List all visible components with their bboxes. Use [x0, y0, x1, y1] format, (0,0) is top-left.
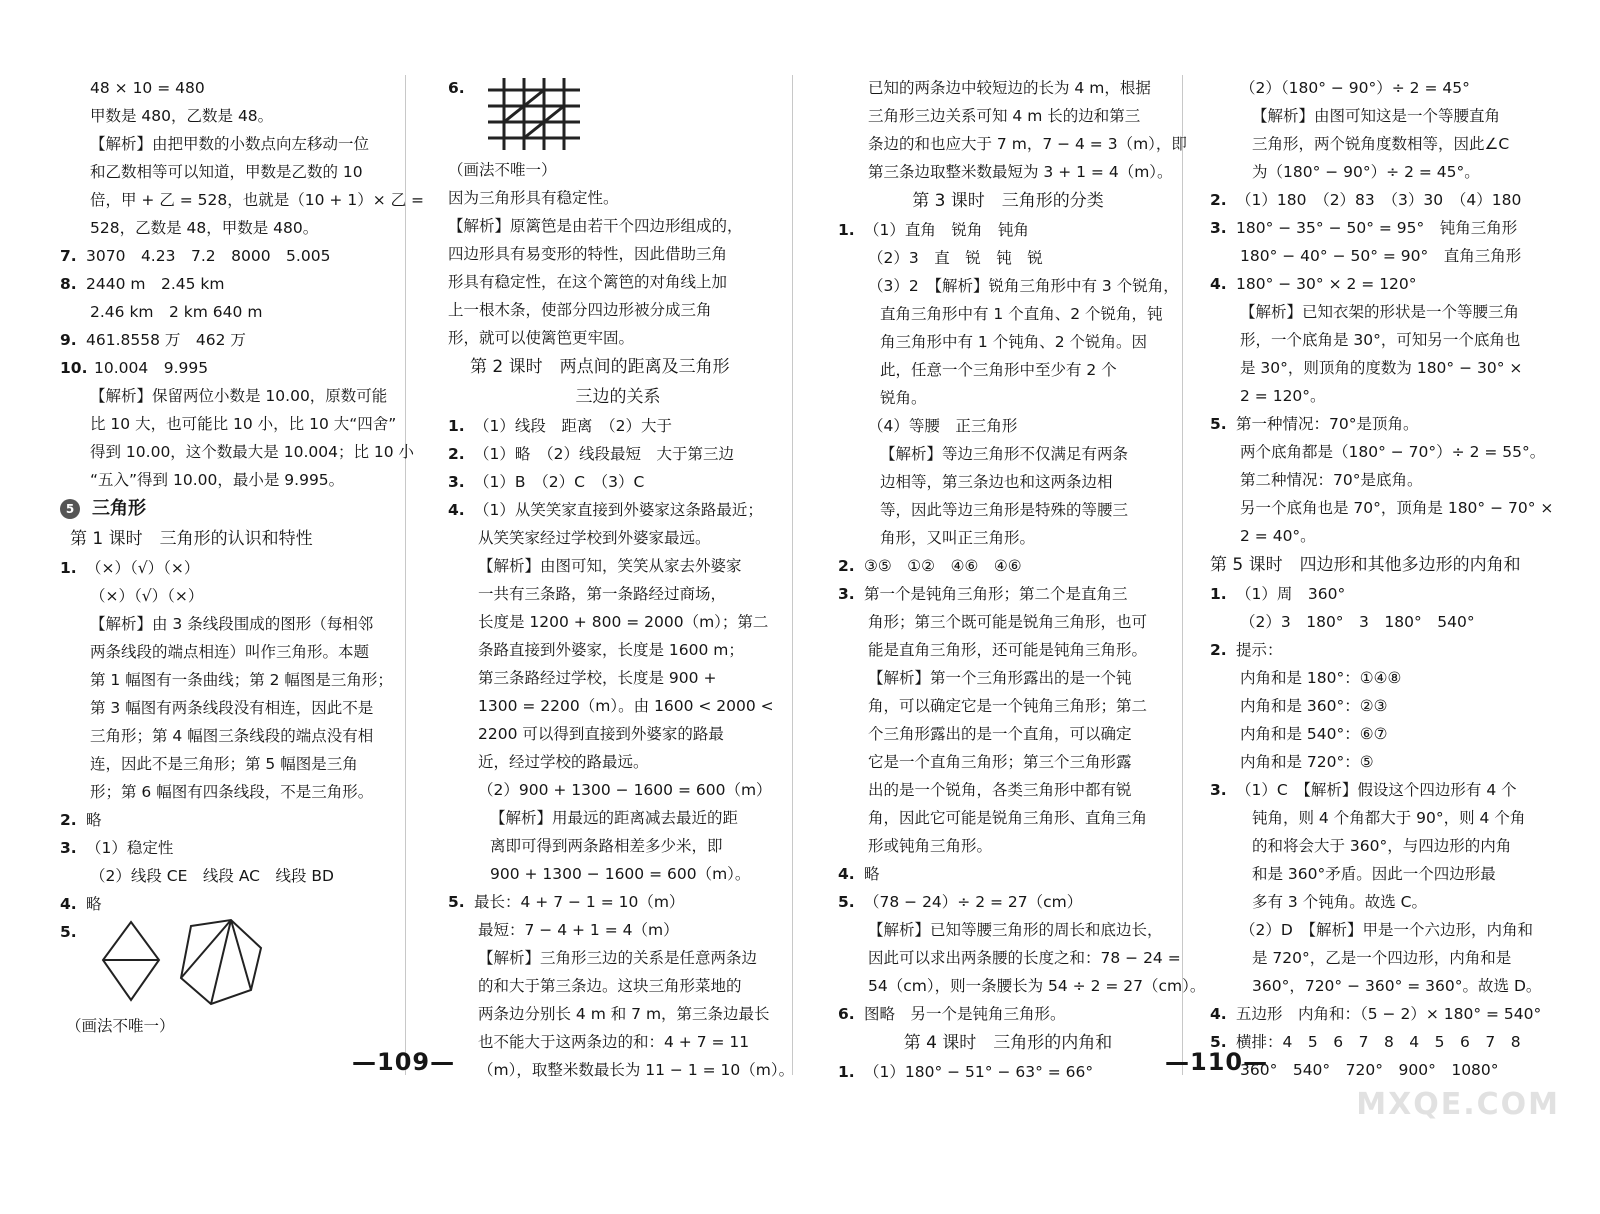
question-number: 5. [838, 893, 855, 911]
answer-text: 2 = 40°。 [1240, 527, 1316, 545]
analysis-line: 钝角，则 4 个角都大于 90°，则 4 个角 [1252, 809, 1526, 827]
answer-text: 最短：7 − 4 + 1 = 4（m） [478, 921, 679, 939]
analysis-line: 也不能大于这两条边的和：4 + 7 = 11 [478, 1033, 750, 1051]
question-number: 1. [838, 221, 855, 239]
analysis-line: 直角三角形中有 1 个直角、2 个锐角，钝 [880, 305, 1163, 323]
analysis-line: 形具有稳定性，在这个篱笆的对角线上加 [448, 273, 728, 291]
analysis-line: 为（180° − 90°）÷ 2 = 45°。 [1252, 163, 1480, 181]
analysis-line: 【解析】由 3 条线段围成的图形（每相邻 [90, 615, 374, 633]
answer-text: 能是直角三角形，还可能是钝角三角形。 [868, 641, 1148, 659]
question-number: 4. [1210, 1005, 1227, 1023]
analysis-line: 是 30°，则顶角的度数为 180° − 30° × [1240, 359, 1523, 377]
analysis-line: 比 10 大，也可能比 10 小，比 10 大“四舍” [90, 415, 397, 433]
analysis-line: 360°，720° − 360° = 360°。故选 D。 [1252, 977, 1542, 995]
question-2 [448, 440, 788, 468]
answer-text: 180° − 35° − 50° = 95° 钝角三角形 [1236, 219, 1518, 237]
analysis-line: 形，就可以使篱笆更牢固。 [448, 329, 635, 347]
analysis-line: 条边的和也应大于 7 m，7 − 4 = 3（m），即 [868, 135, 1187, 153]
answer-text: 3070 4.23 7.2 8000 5.005 [86, 247, 331, 265]
question-number: 3. [448, 473, 465, 491]
answer-text: （2）3 直 锐 钝 锐 [868, 249, 1043, 267]
analysis-line: 边相等，第三条边也和这两条边相 [880, 473, 1113, 491]
question-number: 3. [1210, 219, 1227, 237]
analysis-line: 上一根木条，使部分四边形被分成三角 [448, 301, 712, 319]
analysis-line: 【解析】由把甲数的小数点向左移动一位 [90, 135, 370, 153]
question-2 [1210, 186, 1570, 214]
question-4 [838, 860, 1178, 888]
question-3 [1210, 776, 1570, 804]
lesson-heading: 第 5 课时 四边形和其他多边形的内角和 [1210, 555, 1521, 575]
question-number: 2. [838, 557, 855, 575]
question-1 [1210, 580, 1570, 608]
question-3 [838, 580, 1178, 608]
answer-text: （2）3 180° 3 180° 540° [1240, 613, 1475, 631]
question-3 [60, 834, 395, 862]
question-7 [60, 242, 395, 270]
analysis-line: 和乙数相等可以知道，甲数是乙数的 10 [90, 163, 363, 181]
question-number: 4. [838, 865, 855, 883]
analysis-line: 离即可得到两条路相差多少米，即 [490, 837, 723, 855]
analysis-line: 【解析】原篱笆是由若干个四边形组成的， [448, 217, 743, 235]
analysis-line: 个三角形露出的是一个直角，可以确定 [868, 725, 1132, 743]
question-5 [838, 888, 1178, 916]
question-1 [448, 412, 788, 440]
analysis-line: 长度是 1200 + 800 = 2000（m）；第二 [478, 613, 769, 631]
lesson-heading: 第 3 课时 三角形的分类 [912, 191, 1104, 211]
answer-text: 第二种情况：70°是底角。 [1240, 471, 1423, 489]
answer-text: （1）180 （2）83 （3）30 （4）180 [1236, 191, 1522, 209]
answer-text: （1）从笑笑家直接到外婆家这条路最近； [474, 501, 763, 519]
question-1 [60, 554, 395, 582]
analysis-line: 角，可以确定它是一个钝角三角形；第二 [868, 697, 1148, 715]
analysis-line: 2200 可以得到直接到外婆家的路最 [478, 725, 724, 743]
answer-text: （1）周 360° [1236, 585, 1346, 603]
analysis-line: 出的是一个锐角，各类三角形中都有锐 [868, 781, 1132, 799]
question-number: 5. [1210, 1033, 1227, 1051]
question-4 [1210, 270, 1570, 298]
question-4 [60, 890, 395, 918]
analysis-line: 角三角形中有 1 个钝角、2 个锐角。因 [880, 333, 1148, 351]
column-divider [1182, 75, 1183, 1075]
text-line: 48 × 10 = 480 [90, 79, 205, 97]
question-number: 10. [60, 359, 88, 377]
question-number: 8. [60, 275, 77, 293]
answer-text: 第一个是钝角三角形；第二个是直角三 [864, 585, 1128, 603]
analysis-line: 两条线段的端点相连）叫作三角形。本题 [90, 643, 370, 661]
answer-text: 内角和是 180°：①④⑧ [1240, 669, 1402, 687]
question-4 [1210, 1000, 1570, 1028]
question-5 [1210, 410, 1570, 438]
analysis-line: 已知的两条边中较短边的长为 4 m，根据 [868, 79, 1151, 97]
analysis-line: 【解析】三角形三边的关系是任意两条边 [478, 949, 758, 967]
answer-text: 因为三角形具有稳定性。 [448, 189, 619, 207]
answer-text: （2）D 【解析】甲是一个六边形，内角和 [1240, 921, 1534, 939]
analysis-line: 的和将会大于 360°，与四边形的内角 [1252, 837, 1512, 855]
lesson-heading: 第 4 课时 三角形的内角和 [903, 1033, 1113, 1053]
answer-text: 另一个底角也是 70°，顶角是 180° − 70° × [1240, 499, 1554, 517]
question-5 [60, 918, 395, 1012]
lesson-heading: 第 2 课时 两点间的距离及三角形 [470, 357, 730, 377]
question-2 [838, 552, 1178, 580]
unit-heading [60, 494, 395, 524]
analysis-line: 锐角。 [880, 389, 927, 407]
question-number: 1. [1210, 585, 1227, 603]
answer-text: 内角和是 540°：⑥⑦ [1240, 725, 1388, 743]
analysis-line: 【解析】已知等腰三角形的周长和底边长， [868, 921, 1163, 939]
question-number: 7. [60, 247, 77, 265]
question-3 [448, 468, 788, 496]
watermark [1350, 1040, 1560, 1122]
answer-text: 第一种情况：70°是顶角。 [1236, 415, 1419, 433]
analysis-line: 【解析】由图可知，笑笑从家去外婆家 [478, 557, 742, 575]
question-1 [838, 1058, 1178, 1086]
analysis-line: 条路直接到外婆家，长度是 1600 m； [478, 641, 744, 659]
question-number: 9. [60, 331, 77, 349]
question-number: 1. [448, 417, 465, 435]
analysis-line: 【解析】等边三角形不仅满足有两条 [880, 445, 1129, 463]
question-number: 2. [448, 445, 465, 463]
analysis-line: 三角形；第 4 幅图三条线段的端点没有相 [90, 727, 374, 745]
analysis-line: 第 3 幅图有两条线段没有相连，因此不是 [90, 699, 374, 717]
answer-text: 图略 另一个是钝角三角形。 [864, 1005, 1066, 1023]
analysis-line: 【解析】保留两位小数是 10.00，原数可能 [90, 387, 388, 405]
analysis-line: 和是 360°矛盾。因此一个四边形最 [1252, 865, 1496, 883]
answer-text: （2）（180° − 90°）÷ 2 = 45° [1240, 79, 1470, 97]
question-number: 5. [1210, 415, 1227, 433]
answer-text: （×）（√）（×） [90, 587, 204, 605]
answer-text: （2）900 + 1300 − 1600 = 600（m） [478, 781, 772, 799]
question-9 [60, 326, 395, 354]
analysis-line: 54（cm），则一条腰长为 54 ÷ 2 = 27（cm）。 [868, 977, 1206, 995]
answer-text: 180° − 40° − 50° = 90° 直角三角形 [1240, 247, 1522, 265]
answer-text: 2.46 km 2 km 640 m [90, 303, 263, 321]
answer-text: （4）等腰 正三角形 [868, 417, 1018, 435]
column-3 [838, 74, 1206, 1214]
question-8 [60, 270, 395, 298]
answer-text: （78 − 24）÷ 2 = 27（cm） [864, 893, 1083, 911]
question-3 [1210, 214, 1570, 242]
question-number: 6. [448, 79, 465, 97]
fence-figure [486, 76, 582, 152]
question-number: 2. [1210, 191, 1227, 209]
analysis-line: 倍，甲 + 乙 = 528，也就是（10 + 1）× 乙 = [90, 191, 425, 209]
question-4 [448, 496, 788, 524]
question-number: 3. [60, 839, 77, 857]
question-number: 5. [448, 893, 465, 911]
answer-text: 461.8558 万 462 万 [86, 331, 246, 349]
answer-text: 两个底角都是（180° − 70°）÷ 2 = 55°。 [1240, 443, 1546, 461]
question-5 [448, 888, 788, 916]
answer-text: （1）C 【解析】假设这个四边形有 4 个 [1236, 781, 1517, 799]
analysis-line: 第三条路经过学校，长度是 900 + [478, 669, 717, 687]
question-6 [838, 1000, 1178, 1028]
question-number: 4. [448, 501, 465, 519]
answer-text: （1）略 （2）线段最短 大于第三边 [474, 445, 734, 463]
question-2 [60, 806, 395, 834]
unit-number-badge: 5 [60, 499, 80, 519]
analysis-line: 三角形三边关系可知 4 m 长的边和第三 [868, 107, 1141, 125]
analysis-line: 【解析】第一个三角形露出的是一个钝 [868, 669, 1132, 687]
question-number: 6. [838, 1005, 855, 1023]
answer-text: （×）（√）（×） [86, 559, 200, 577]
answer-text: 略 [86, 811, 102, 829]
analysis-line: 的和大于第三条边。这块三角形菜地的 [478, 977, 742, 995]
answer-text: 360° 540° 720° 900° 1080° [1240, 1061, 1499, 1079]
answer-text: （1）B （2）C （3）C [474, 473, 645, 491]
figure-note: （画法不唯一） [448, 161, 557, 179]
answer-text: 略 [86, 895, 102, 913]
analysis-line: 【解析】由图可知这是一个等腰直角 [1252, 107, 1501, 125]
analysis-line: 三角形，两个锐角度数相等，因此∠C [1252, 135, 1510, 153]
lesson-heading: 三边的关系 [575, 387, 661, 407]
answer-text: 2440 m 2.45 km [86, 275, 225, 293]
analysis-line: 连，因此不是三角形；第 5 幅图是三角 [90, 755, 358, 773]
answer-text: （1）稳定性 [86, 839, 174, 857]
answer-text: 提示： [1236, 641, 1283, 659]
answer-text: 最长：4 + 7 − 1 = 10（m） [474, 893, 685, 911]
analysis-line: 900 + 1300 − 1600 = 600（m）。 [490, 865, 751, 883]
analysis-line: 多有 3 个钝角。故选 C。 [1252, 893, 1427, 911]
answer-text: 五边形 内角和：（5 − 2）× 180° = 540° [1236, 1005, 1542, 1023]
analysis-line: 此，任意一个三角形中至少有 2 个 [880, 361, 1117, 379]
analysis-line: 四边形具有易变形的特性，因此借助三角 [448, 245, 728, 263]
analysis-line: （m），取整米数最长为 11 − 1 = 10（m）。 [478, 1061, 795, 1079]
answer-text: ③⑤ ①② ④⑥ ④⑥ [864, 557, 1022, 575]
answer-text: 角形；第三个既可能是锐角三角形，也可 [868, 613, 1148, 631]
analysis-line: 第 1 幅图有一条曲线；第 2 幅图是三角形； [90, 671, 393, 689]
analysis-line: 【解析】已知衣架的形状是一个等腰三角 [1240, 303, 1520, 321]
analysis-line: 形或钝角三角形。 [868, 837, 993, 855]
analysis-line: 得到 10.00，这个数最大是 10.004；比 10 小 [90, 443, 415, 461]
analysis-line: 528，乙数是 48，甲数是 480。 [90, 219, 319, 237]
question-10 [60, 354, 395, 382]
analysis-line: 近，经过学校的路最远。 [478, 753, 649, 771]
answer-text: 略 [864, 865, 880, 883]
analysis-line: 形，一个底角是 30°，可知另一个底角也 [1240, 331, 1521, 349]
quadrilateral-hexagon-diagonal-figure [101, 918, 271, 1008]
question-number: 5. [60, 923, 77, 941]
answer-text: 从笑笑家经过学校到外婆家最远。 [478, 529, 711, 547]
analysis-line: 它是一个直角三角形；第三个三角形露 [868, 753, 1132, 771]
question-1 [838, 216, 1178, 244]
answer-text: 内角和是 720°：⑤ [1240, 753, 1374, 771]
analysis-line: 2 = 120°。 [1240, 387, 1326, 405]
question-number: 2. [60, 811, 77, 829]
page-number: —109— [352, 1048, 456, 1076]
analysis-line: 一共有三条路，第一条路经过商场， [478, 585, 727, 603]
answer-text: （1）180° − 51° − 63° = 66° [864, 1063, 1094, 1081]
analysis-line: 角形，又叫正三角形。 [880, 529, 1036, 547]
text-line: 甲数是 480，乙数是 48。 [90, 107, 274, 125]
question-number: 1. [60, 559, 77, 577]
analysis-line: 第三条边取整米数最短为 3 + 1 = 4（m）。 [868, 163, 1173, 181]
analysis-line: 1300 = 2200（m）。由 1600 < 2000 < [478, 697, 774, 715]
answer-text: （2）线段 CE 线段 AC 线段 BD [90, 867, 334, 885]
answer-text: 横排：4 5 6 7 8 4 5 6 7 8 [1236, 1033, 1521, 1051]
question-number: 4. [60, 895, 77, 913]
answer-text: （1）线段 距离 （2）大于 [474, 417, 672, 435]
analysis-line: 两条边分别长 4 m 和 7 m，第三条边最长 [478, 1005, 770, 1023]
question-number: 4. [1210, 275, 1227, 293]
question-number: 3. [1210, 781, 1227, 799]
lesson-heading: 第 1 课时 三角形的认识和特性 [70, 529, 313, 549]
watermark-text: MXQE.COM [1356, 1087, 1560, 1122]
answer-text: （3）2 【解析】锐角三角形中有 3 个锐角， [868, 277, 1179, 295]
analysis-line: 因此可以求出两条腰的长度之和：78 − 24 = [868, 949, 1181, 967]
question-number: 1. [838, 1063, 855, 1081]
analysis-line: 形；第 6 幅图有四条线段，不是三角形。 [90, 783, 374, 801]
analysis-line: 等，因此等边三角形是特殊的等腰三 [880, 501, 1129, 519]
column-2 [448, 74, 795, 1214]
question-number: 3. [838, 585, 855, 603]
answer-text: （1）直角 锐角 钝角 [864, 221, 1029, 239]
analysis-line: 角，因此它可能是锐角三角形、直角三角 [868, 809, 1148, 827]
question-2 [1210, 636, 1570, 664]
analysis-line: “五入”得到 10.00，最小是 9.995。 [90, 471, 345, 489]
figure-note: （画法不唯一） [66, 1017, 175, 1035]
column-divider [792, 75, 793, 1075]
analysis-line: 【解析】用最远的距离减去最近的距 [490, 809, 739, 827]
column-divider [405, 75, 406, 1075]
unit-title: 三角形 [92, 498, 146, 519]
answer-text: 内角和是 360°：②③ [1240, 697, 1388, 715]
analysis-line: 是 720°，乙是一个四边形，内角和是 [1252, 949, 1512, 967]
page-number: —110— [1165, 1048, 1269, 1076]
answer-text: 10.004 9.995 [94, 359, 209, 377]
question-number: 2. [1210, 641, 1227, 659]
answer-text: 180° − 30° × 2 = 120° [1236, 275, 1417, 293]
